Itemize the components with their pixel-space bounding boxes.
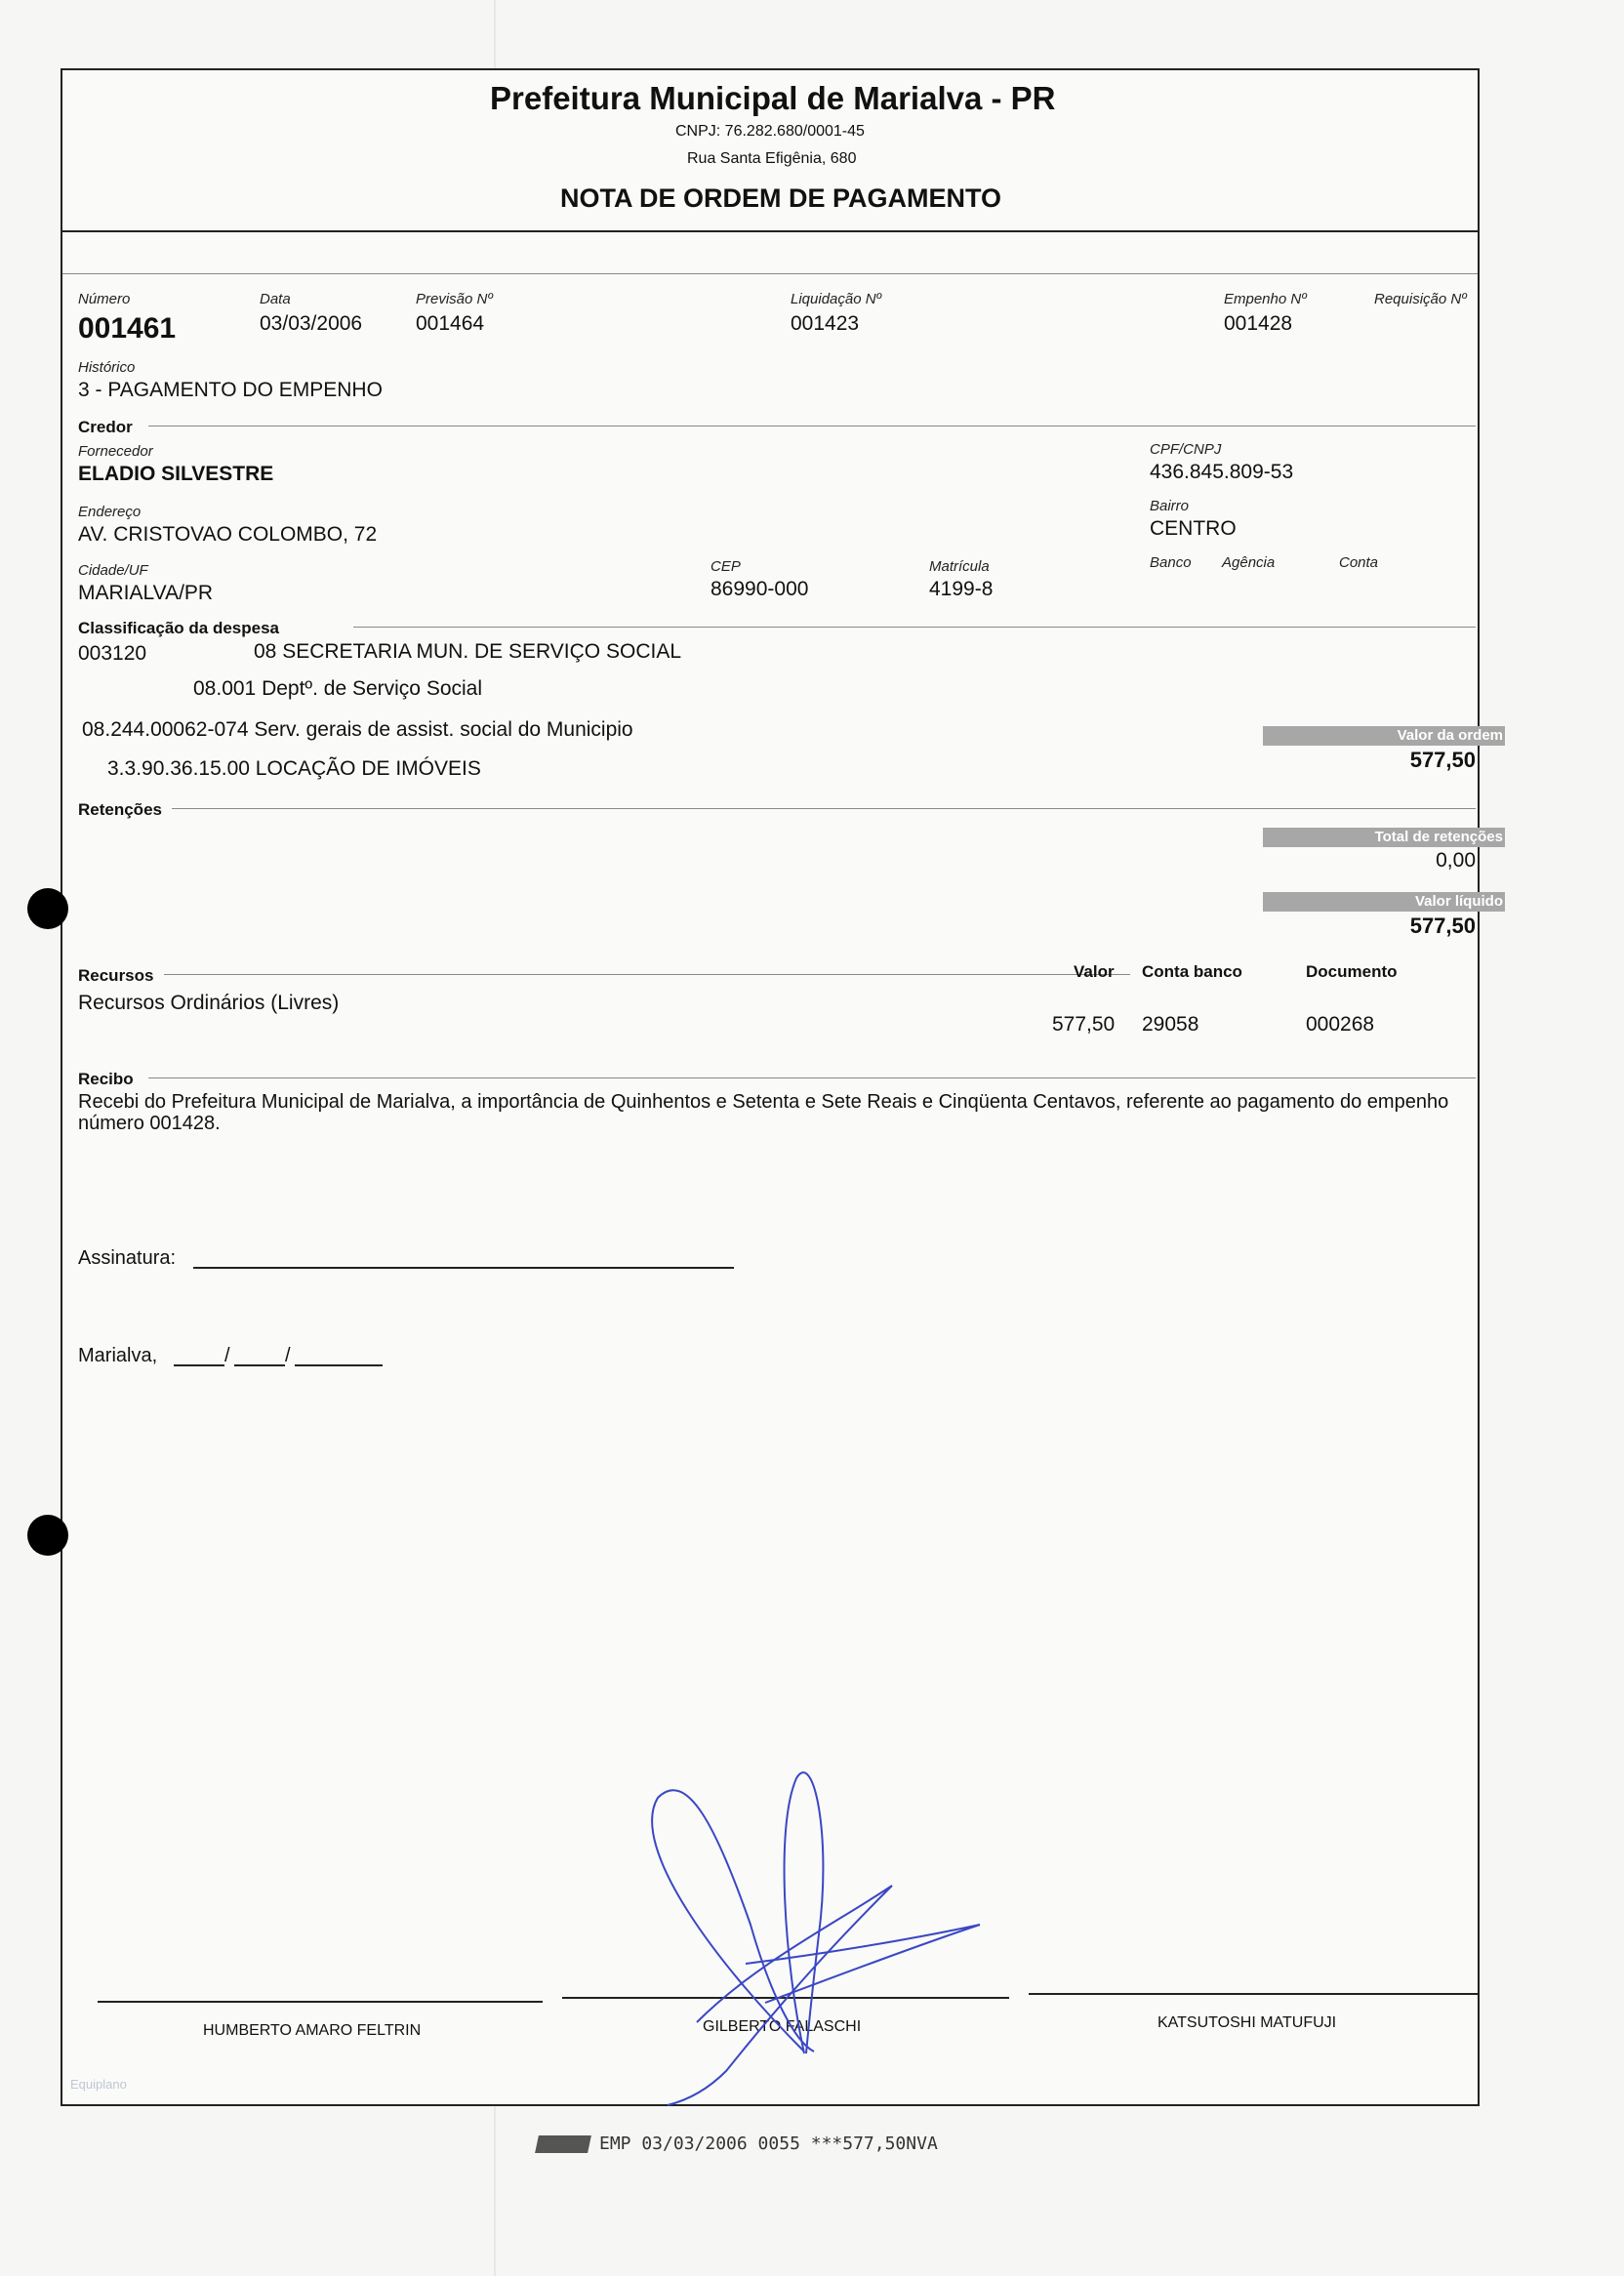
retencoes-rule: [172, 808, 1476, 809]
retencoes-section-label: Retenções: [78, 800, 162, 819]
recursos-conta: 29058: [1142, 1013, 1199, 1036]
signatory-2: GILBERTO FALASCHI: [703, 2018, 862, 2035]
address-line: Rua Santa Efigênia, 680: [687, 150, 857, 167]
local-label: Marialva,: [78, 1345, 158, 1366]
recursos-section-label: Recursos: [78, 966, 154, 985]
total-retencoes-bar: [1263, 828, 1505, 847]
recursos-valor: 577,50: [1052, 1013, 1116, 1036]
previsao-label: Previsão Nº: [416, 291, 493, 307]
historico-value: 3 - PAGAMENTO DO EMPENHO: [78, 379, 383, 401]
previsao-value: 001464: [416, 312, 485, 335]
classificacao-rule: [353, 627, 1476, 628]
fields-top-rule: [62, 273, 1478, 274]
signature-line-3: [1029, 1993, 1478, 1995]
classificacao-line3: 08.244.00062-074 Serv. gerais de assist. social do Municipio: [82, 718, 633, 741]
agencia-label: Agência: [1222, 554, 1276, 571]
assinatura-label: Assinatura:: [78, 1247, 177, 1269]
fornecedor-value: ELADIO SILVESTRE: [78, 463, 274, 485]
recursos-rule: [164, 974, 1130, 975]
date-year-line: [295, 1364, 383, 1366]
fornecedor-label: Fornecedor: [78, 443, 153, 460]
hole-punch-2: [27, 1515, 68, 1556]
payment-order-document: [61, 68, 1503, 2106]
total-retencoes-value: 0,00: [1436, 849, 1476, 872]
municipality-title: Prefeitura Municipal de Marialva - PR: [490, 80, 1056, 116]
total-retencoes-label: Total de retenções: [1374, 829, 1503, 845]
classificacao-line1: 08 SECRETARIA MUN. DE SERVIÇO SOCIAL: [254, 640, 682, 663]
bairro-value: CENTRO: [1150, 517, 1237, 540]
valor-ordem-value: 577,50: [1409, 748, 1476, 772]
valor-liquido-label: Valor líquido: [1414, 893, 1503, 910]
matricula-label: Matrícula: [929, 558, 990, 575]
conta-label: Conta: [1339, 554, 1379, 571]
banco-label: Banco: [1150, 554, 1192, 571]
cidade-value: MARIALVA/PR: [78, 582, 214, 604]
date-separator-2: /: [285, 1345, 291, 1366]
credor-rule: [148, 426, 1476, 427]
bank-authentication-stamp: EMP 03/03/2006 0055 ***577,50NVA: [599, 2134, 938, 2154]
classificacao-section-label: Classificação da despesa: [78, 619, 280, 637]
endereco-value: AV. CRISTOVAO COLOMBO, 72: [78, 523, 378, 546]
cep-label: CEP: [710, 558, 741, 575]
classificacao-code: 003120: [78, 642, 147, 665]
classificacao-line4: 3.3.90.36.15.00 LOCAÇÃO DE IMÓVEIS: [107, 757, 481, 780]
cep-value: 86990-000: [710, 578, 809, 600]
matricula-value: 4199-8: [929, 578, 994, 600]
handwritten-signature: [570, 1768, 1019, 2120]
recibo-text: Recebi do Prefeitura Municipal de Marialva, a importância de Quinhentos e Setenta e Sete Reais e Cinqüenta Centavos, referente ao pagamento do empenho número 001428.: [78, 1091, 1449, 1134]
classificacao-line2: 08.001 Deptº. de Serviço Social: [193, 677, 483, 700]
liquidacao-value: 001423: [791, 312, 860, 335]
date-day-line: [174, 1364, 224, 1366]
endereco-label: Endereço: [78, 504, 142, 520]
bairro-label: Bairro: [1150, 498, 1190, 514]
liquidacao-label: Liquidação Nº: [791, 291, 882, 307]
cpf-value: 436.845.809-53: [1150, 461, 1294, 483]
empenho-value: 001428: [1224, 312, 1293, 335]
data-label: Data: [260, 291, 291, 307]
valor-ordem-label: Valor da ordem: [1397, 727, 1503, 744]
credor-section-label: Credor: [78, 418, 133, 436]
cidade-label: Cidade/UF: [78, 562, 148, 579]
recibo-rule: [148, 1077, 1476, 1078]
recursos-documento: 000268: [1306, 1013, 1375, 1036]
historico-label: Histórico: [78, 359, 136, 376]
cpf-label: CPF/CNPJ: [1150, 441, 1222, 458]
signature-line-1: [98, 2001, 543, 2003]
assinatura-line: [193, 1267, 734, 1269]
date-separator-1: /: [224, 1345, 230, 1366]
recibo-section-label: Recibo: [78, 1070, 134, 1088]
bank-stamp-logo: [535, 2135, 591, 2153]
recursos-documento-label: Documento: [1306, 962, 1398, 981]
requisicao-label: Requisição Nº: [1374, 291, 1467, 307]
valor-liquido-bar: [1263, 892, 1505, 912]
recursos-descricao: Recursos Ordinários (Livres): [78, 992, 340, 1014]
cnpj-line: CNPJ: 76.282.680/0001-45: [675, 123, 865, 140]
valor-liquido-value: 577,50: [1409, 914, 1476, 938]
recursos-valor-label: Valor: [1074, 962, 1115, 981]
data-value: 03/03/2006: [260, 312, 363, 335]
recursos-conta-label: Conta banco: [1142, 962, 1242, 981]
header-divider: [62, 230, 1478, 232]
date-month-line: [234, 1364, 285, 1366]
signatory-3: KATSUTOSHI MATUFUJI: [1157, 2014, 1337, 2031]
numero-value: 001461: [78, 312, 177, 345]
numero-label: Número: [78, 291, 131, 307]
signatory-1: HUMBERTO AMARO FELTRIN: [203, 2022, 422, 2039]
valor-ordem-bar: [1263, 726, 1505, 746]
document-title: NOTA DE ORDEM DE PAGAMENTO: [560, 183, 1002, 213]
empenho-label: Empenho Nº: [1224, 291, 1307, 307]
hole-punch-1: [27, 888, 68, 929]
software-watermark: Equiplano: [70, 2077, 127, 2092]
